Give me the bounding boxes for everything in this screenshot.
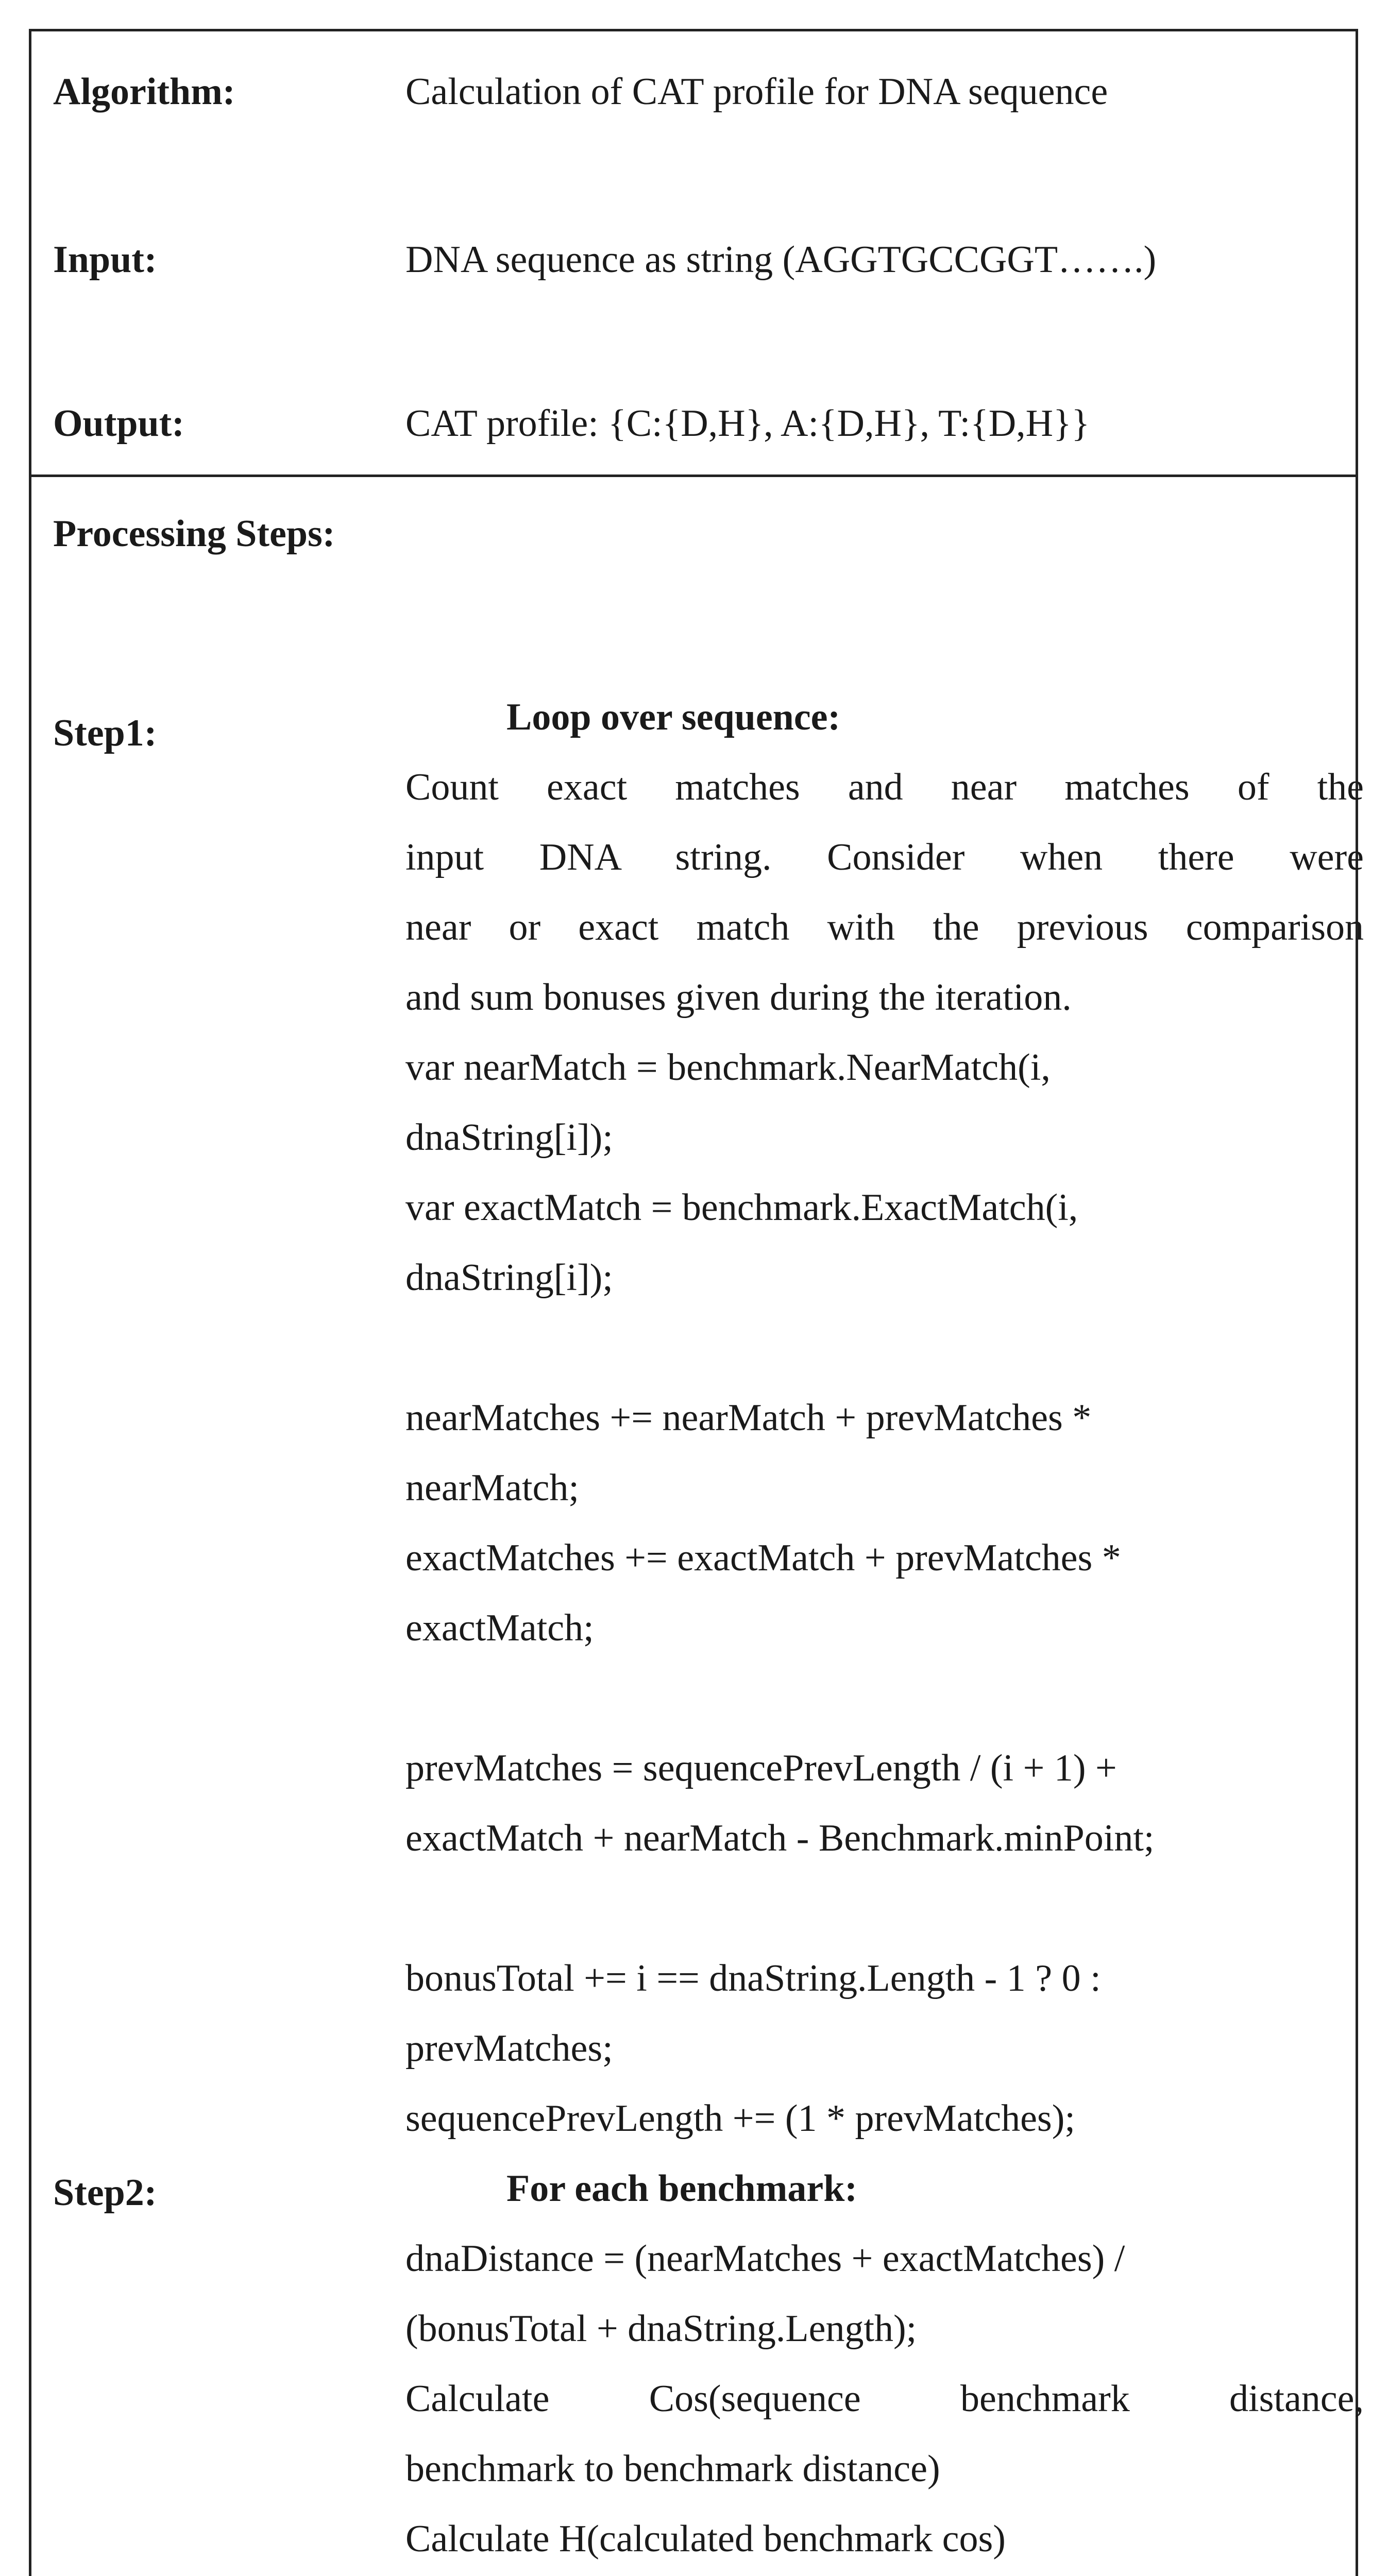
code-line: dnaString[i]); [405,1116,613,1159]
step2-text-line: Calculate H(calculated benchmark cos) [405,2518,1006,2560]
step2-text-line: benchmark to benchmark distance) [405,2448,940,2490]
step1-description-line: input DNA string. Consider when there were [405,836,1364,878]
step2-text-line [405,2574,1364,2576]
code-line: nearMatches += nearMatch + prevMatches * [405,1397,1092,1439]
code-line: exactMatches += exactMatch + prevMatches * [405,1537,1121,1579]
step1-description-line: Count exact matches and near matches of the [405,766,1364,808]
step1-heading: Loop over sequence: [506,696,841,738]
code-line: sequencePrevLength += (1 * prevMatches); [405,2097,1075,2140]
processing-steps-label: Processing Steps: [53,513,335,555]
algorithm-value: Calculation of CAT profile for DNA sequence [405,71,1108,113]
code-line: (bonusTotal + dnaString.Length); [405,2308,917,2350]
code-line: prevMatches; [405,2027,613,2070]
code-line: bonusTotal += i == dnaString.Length - 1 ? 0 : [405,1957,1101,1999]
step2-label: Step2: [53,2172,157,2214]
step1-description-line: and sum bonuses given during the iteration. [405,976,1072,1019]
code-line: nearMatch; [405,1467,579,1509]
section-divider [31,474,1356,477]
algorithm-table [29,29,1364,2576]
steps-body [405,682,1364,2576]
code-line: var nearMatch = benchmark.NearMatch(i, [405,1046,1051,1089]
step1-description-line: near or exact match with the previous comparison [405,906,1364,948]
step2-heading: For each benchmark: [506,2167,857,2210]
input-label: Input: [53,239,157,281]
code-line: dnaDistance = (nearMatches + exactMatches) / [405,2238,1125,2280]
code-line: var exactMatch = benchmark.ExactMatch(i, [405,1187,1078,1229]
spacer [405,1873,1364,1943]
step1-label: Step1: [53,712,157,754]
input-value: DNA sequence as string (AGGTGCCGGT…….) [405,239,1157,281]
code-line: prevMatches = sequencePrevLength / (i + 1) + [405,1747,1117,1789]
step2-text-line: Calculate Cos(sequence benchmark distance, [405,2378,1364,2420]
output-value: CAT profile: {C:{D,H}, A:{D,H}, T:{D,H}} [405,402,1090,445]
spacer [405,1313,1364,1383]
output-label: Output: [53,402,184,445]
code-line: dnaString[i]); [405,1257,613,1299]
spacer [405,1663,1364,1733]
code-line: exactMatch; [405,1607,594,1649]
code-line: exactMatch + nearMatch - Benchmark.minPoint; [405,1817,1155,1859]
algorithm-label: Algorithm: [53,71,235,113]
